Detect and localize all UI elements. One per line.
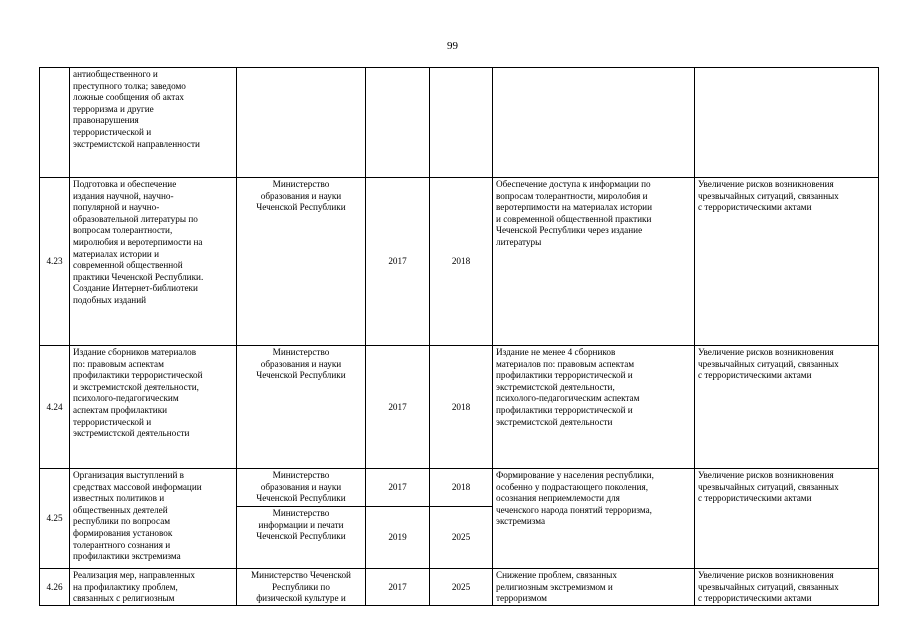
year-end-cell: 2025 [430, 507, 493, 569]
activity-cell: Подготовка и обеспечение издания научной, научно- популярной и научно- образовательной литературы по вопросам толерантности, миролюбия и веротерпимости на материалах истории и современной общественной практики Чеченской Республики. Создание Интернет-библиотеки подобных изданий [70, 178, 237, 346]
activity-cell: Реализация мер, направленных на профилактику проблем, связанных с религиозным [70, 569, 237, 606]
year-start-cell: 2019 [366, 507, 430, 569]
executor-cell: Министерство Чеченской Республики по физической культуре и [237, 569, 366, 606]
table-row [40, 569, 879, 606]
year-start-cell: 2017 [366, 569, 430, 606]
row-number-cell: 4.25 [40, 469, 70, 569]
year-end-cell: 2018 [430, 346, 493, 469]
executor-cell: Министерство образования и науки Чеченской Республики [237, 178, 366, 346]
activity-cell: Организация выступлений в средствах массовой информации известных политиков и общественных деятелей республики по вопросам формирования установок толерантного сознания и профилактики экстремизма [70, 469, 237, 569]
row-number-cell: 4.24 [40, 346, 70, 469]
page-number: 99 [447, 40, 458, 52]
year-start-cell: 2017 [366, 469, 430, 507]
risk-cell: Увеличение рисков возникновения чрезвычайных ситуаций, связанных с террористическими актами [695, 469, 879, 569]
table-row [40, 469, 879, 507]
activity-cell: антиобщественного и преступного толка; заведомо ложные сообщения об актах терроризма и другие правонарушения террористической и экстремистской направленности [70, 68, 237, 178]
executor-cell: Министерство образования и науки Чеченской Республики [237, 469, 366, 507]
risk-cell: Увеличение рисков возникновения чрезвычайных ситуаций, связанных с террористическими актами [695, 178, 879, 346]
executor-cell: Министерство образования и науки Чеченской Республики [237, 346, 366, 469]
result-cell: Издание не менее 4 сборников материалов по: правовым аспектам профилактики террористической и экстремистской деятельности, психолого-педагогическим аспектам профилактики террористической и экстремистской деятельности [493, 346, 695, 469]
year-end-cell: 2018 [430, 469, 493, 507]
result-cell: Обеспечение доступа к информации по вопросам толерантности, миролобия и веротерпимости на материалах истории и современной общественной практики Чеченской Республики через издание литературы [493, 178, 695, 346]
risk-cell [695, 68, 879, 178]
table-row [40, 178, 879, 346]
table-row [40, 346, 879, 469]
year-end-cell [430, 68, 493, 178]
activity-cell: Издание сборников материалов по: правовым аспектам профилактики террористической и экстремистской деятельности, психолого-педагогическим аспектам профилактики террористической и экстремистской деятельности [70, 346, 237, 469]
executor-cell: Министерство информации и печати Чеченской Республики [237, 507, 366, 569]
program-measures-table [39, 67, 879, 606]
result-cell [493, 68, 695, 178]
table-row [40, 68, 879, 178]
risk-cell: Увеличение рисков возникновения чрезвычайных ситуаций, связанных с террористическими актами [695, 346, 879, 469]
year-start-cell: 2017 [366, 178, 430, 346]
result-cell: Снижение проблем, связанных религиозным экстремизмом и терроризмом [493, 569, 695, 606]
result-cell: Формирование у населения республики, особенно у подрастающего поколения, осознания неприемлемости для чеченского народа понятий терроризма, экстремизма [493, 469, 695, 569]
row-number-cell [40, 68, 70, 178]
row-number-cell: 4.23 [40, 178, 70, 346]
year-start-cell [366, 68, 430, 178]
row-number-cell: 4.26 [40, 569, 70, 606]
year-start-cell: 2017 [366, 346, 430, 469]
year-end-cell: 2025 [430, 569, 493, 606]
executor-cell [237, 68, 366, 178]
year-end-cell: 2018 [430, 178, 493, 346]
risk-cell: Увеличение рисков возникновения чрезвычайных ситуаций, связанных с террористическими актами [695, 569, 879, 606]
